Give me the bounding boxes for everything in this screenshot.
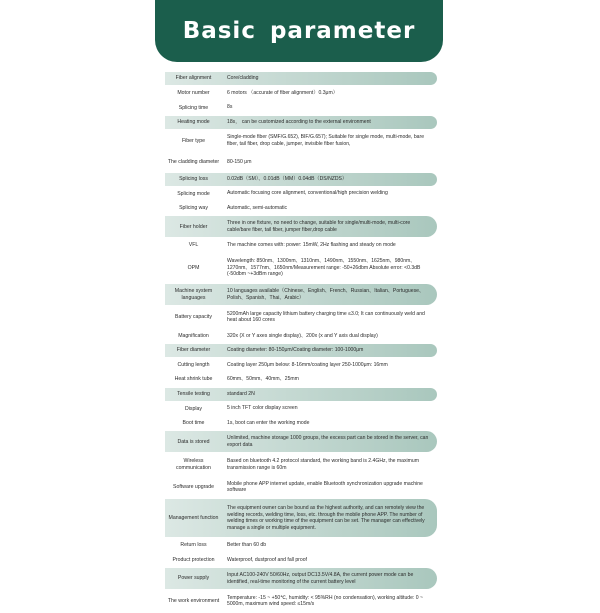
parameter-label: Heat shrink tube (174, 376, 213, 383)
parameter-value: Waterproof, dustproof and fall proof (227, 556, 307, 563)
parameter-value: 80-150 μm (227, 158, 252, 165)
parameter-value: Automatic, semi-automatic (227, 204, 288, 211)
parameter-row (165, 216, 437, 237)
parameter-row (165, 591, 437, 612)
parameter-label: Battery capacity (175, 314, 212, 321)
parameter-value: 6 motors （accurate of fiber alignment）0.3μm） (227, 89, 338, 96)
parameter-value: Three in one fixture, no need to change, suitable for single/multi-mode, multi-core cable/bare fiber, tail fiber, jumper fiber,drop cable (227, 220, 411, 233)
parameter-row (165, 329, 437, 342)
parameter-row (165, 477, 437, 498)
title-banner (155, 0, 443, 62)
page-title: Basic parameter (182, 18, 416, 44)
parameter-value: Coating diameter: 80-150μm/Coating diameter: 100-1000μm (227, 347, 364, 354)
parameter-row (165, 359, 437, 372)
parameter-row (165, 307, 437, 328)
parameter-row (165, 101, 437, 114)
parameter-label: Management function (168, 515, 219, 522)
parameter-label: Machine system languages (174, 288, 213, 301)
parameter-label: Fiber holder (179, 223, 208, 230)
parameter-row (165, 130, 437, 151)
parameter-label: Splicing way (179, 205, 208, 212)
parameter-value: 10 languages available（Chinese、English、French、Russian、Italian、Portuguese、Polish、Spanish、Thai、Arabic） (227, 288, 425, 301)
parameter-row (165, 187, 437, 200)
parameter-value: Mobile phone APP internet update, enable Bluetooth synchronization upgrade machine software (227, 480, 423, 494)
parameter-row (165, 402, 437, 415)
parameter-label: Splicing time (178, 104, 209, 111)
parameter-row (165, 72, 437, 85)
parameter-label: Fiber diameter (176, 347, 211, 354)
parameter-value: Based on bluetooth 4.2 protocol standard, the working band is 2.4GHz, the maximum transmission range is 60m (227, 457, 419, 471)
parameter-label: Wireless communication (176, 458, 211, 471)
parameter-value: Unlimited, machine storage 1000 groups, the excess part can be stored in the server, can export data (227, 435, 429, 448)
parameter-value: 0.02dB（SM）、0.01dB（MM）0.04dB（DS/NZDS） (227, 175, 348, 182)
parameter-value: standard 2N (227, 390, 255, 397)
parameter-value: Automatic focusing core alignment, conventional/high precision welding (227, 190, 388, 197)
parameter-label: The work environment (167, 598, 220, 604)
parameter-value: Temperature: -15 ~ +50℃, humidity: < 95%RH (no condensation), working altitude: 0 ~ 5000m, maximum wind speed: ≤15m/s (227, 594, 423, 608)
parameter-value: Input AC100-240V 50/60Hz, output DC13.5V/4.8A, the current power mode can be identified, real-time monitoring of the current battery level (227, 571, 414, 585)
parameter-row (165, 499, 437, 537)
parameter-value: 5200mAh large capacity lithium battery charging time ≤3.0; It can continuously weld and heat about 160 cores (227, 310, 425, 324)
parameter-row (165, 202, 437, 215)
parameter-label: Return loss (180, 542, 207, 549)
parameter-row (165, 454, 437, 475)
parameter-value: Wavelength: 850nm、1300nm、1310nm、1490nm、1550nm、1625nm、980nm、1270nm、1577nm、1650nm/Measurement range: -50+26dbm Absolute error: <0.3dB (-50dbm ~+3dBm range) (227, 258, 421, 278)
parameter-label: Fiber alignment (175, 75, 212, 82)
parameter-row (165, 539, 437, 552)
parameter-value: The equipment owner can be bound as the highest authority, and can remotely view the welding records, welding time, loss, etc. through the mobile phone APP. The number of welding times or working time of the equipment can be set. The manager can effectively manage a single or multiple equipment. (227, 505, 425, 531)
parameter-label: Magnification (178, 332, 209, 339)
parameter-value: 8s (227, 104, 233, 111)
parameter-value: The machine comes with: power: 15mW, 2Hz flashing and steady on mode (227, 242, 396, 249)
parameter-row (165, 173, 437, 186)
parameter-label: Splicing loss (179, 175, 208, 182)
parameter-label: Data is stored (177, 438, 210, 445)
parameter-row (165, 388, 437, 401)
parameter-value: Coating layer 250μm below: 8-16mm/coating layer 250-1000μm: 16mm (227, 361, 388, 368)
parameter-value: Core/cladding (227, 75, 259, 82)
parameter-row (165, 373, 437, 386)
parameter-row (165, 254, 437, 283)
parameter-row (165, 239, 437, 252)
parameter-label: Display (184, 405, 202, 412)
parameter-label: Power supply (177, 575, 210, 582)
parameter-value: 5 inch TFT color display screen (227, 405, 298, 412)
parameter-label: Cutting length (177, 361, 210, 368)
parameter-label: Software upgrade (173, 484, 214, 491)
parameter-value: 320x (X or Y axes single display)、200x (x and Y axis dual display) (227, 332, 378, 339)
parameter-label: OPM (187, 264, 200, 271)
parameter-label: Boot time (182, 420, 205, 427)
parameter-row (165, 284, 437, 305)
parameter-label: Tensile testing (177, 391, 210, 398)
parameter-label: Heating mode (177, 119, 210, 126)
parameter-value: 18s， can be customized according to the external environment (227, 118, 371, 125)
parameter-row (165, 553, 437, 566)
parameter-value: 1s, boot can enter the working mode (227, 420, 310, 427)
parameter-row (165, 87, 437, 100)
parameter-row (165, 153, 437, 171)
parameter-row (165, 568, 437, 589)
parameter-value: Single-mode fiber (SMF/G.652), BIF/G.657); Suitable for single mode, multi-mode, bare fiber, tail fiber, drop cable, jumper, invisible fiber fusion, (227, 134, 425, 147)
parameter-table (165, 72, 437, 613)
parameter-label: Splicing mode (177, 190, 210, 197)
parameter-value: Better than 60 db (227, 542, 267, 549)
parameter-label: Product protection (172, 556, 215, 563)
parameter-label: Fiber type (181, 137, 206, 144)
parameter-label: Motor number (177, 89, 210, 96)
parameter-value: 60mm、50mm、40mm、25mm (227, 376, 299, 383)
parameter-label: VFL (188, 242, 199, 249)
parameter-row (165, 116, 437, 129)
parameter-row (165, 431, 437, 452)
parameter-row (165, 417, 437, 430)
parameter-row (165, 344, 437, 357)
parameter-label: The cladding diameter (167, 158, 220, 165)
